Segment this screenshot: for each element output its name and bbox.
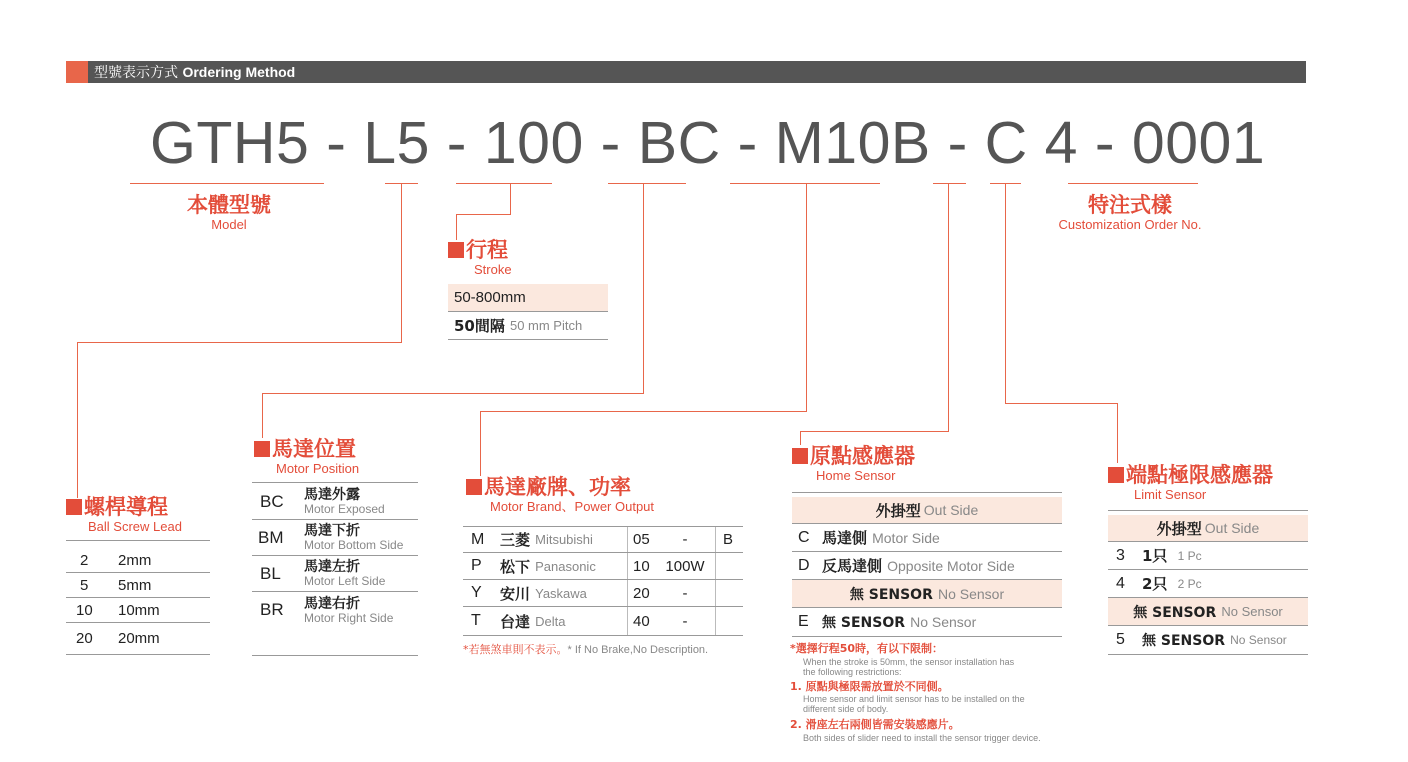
table-row [1108,515,1308,542]
model-title: 本體型號 [187,193,271,217]
home-note-title: *選擇行程50時，有以下限制： [790,642,944,655]
brand-code: T [471,612,481,629]
table-row [1108,626,1308,655]
table-row [252,592,418,656]
table-row [463,553,743,580]
col-divider [627,580,628,606]
table-row [252,556,418,592]
motorpos-section [254,437,359,477]
power-code: 05 [633,531,650,548]
square-bullet-icon [466,479,482,495]
table-row [1108,570,1308,598]
motorbrand-subtitle: Motor Brand、Power Output [490,499,655,514]
connector [948,183,949,432]
lead-value: 20mm [118,630,160,647]
lead-value: 10mm [118,601,160,619]
home-desc: 無 SENSOR No Sensor [822,614,977,631]
connector [806,183,807,412]
lead-value: 5mm [118,576,152,594]
limit-subtitle: Limit Sensor [1134,487,1207,502]
connector [800,431,949,432]
home-note-text: different side of body. [803,704,889,714]
stroke-range: 50-800mm [454,289,526,306]
connector [456,214,457,240]
square-bullet-icon [254,441,270,457]
home-code: E [798,613,809,630]
table-row [463,580,743,607]
connector [643,183,644,394]
brake-code: B [723,531,734,548]
lead-code: 10 [76,601,93,619]
motorbrand-title: 馬達廠牌、功率 [466,475,654,499]
motorpos-code: BC [260,491,284,511]
brand-name: 台達 Delta [500,612,566,631]
home-note-text: Home sensor and limit sensor has to be installed on the [803,694,1025,704]
limit-group-outside: 外掛型 Out Side [1156,519,1260,538]
home-code: C [798,528,810,546]
brand-name: 三菱 Mitsubishi [500,531,593,549]
table-row [792,608,1062,637]
col-divider [715,580,716,606]
stroke-section [448,238,512,278]
table-row [1108,598,1308,626]
connector [480,411,807,412]
header-title: 型號表示方式 Ordering Method [94,64,296,81]
motorpos-code: BR [260,600,284,619]
power-value: - [682,584,688,602]
connector [480,411,481,476]
home-desc: 馬達側 Motor Side [822,529,940,547]
brand-code: Y [471,584,482,601]
stroke-pitch: 50間隔 50 mm Pitch [454,317,583,335]
table-row [463,607,743,636]
home-subtitle: Home Sensor [816,468,896,483]
underline-model [130,183,324,184]
section-header [66,61,1306,83]
lead-code: 5 [80,576,89,594]
connector [77,342,78,498]
home-group-outside: 外掛型 Out Side [875,501,979,520]
home-code: D [798,556,810,574]
table-row [66,623,210,655]
home-note-2: 2. 滑座左右兩側皆需安裝感應片。 [790,718,960,731]
power-code: 20 [633,584,650,602]
table-row [66,573,210,598]
custom-label [1030,193,1230,233]
connector [1117,403,1118,463]
motorpos-code: BM [258,527,284,547]
col-divider [627,553,628,579]
underline-stroke [456,183,552,184]
limit-section [1108,463,1273,503]
table-row [1108,542,1308,570]
home-desc: 反馬達側 Opposite Motor Side [822,557,1015,575]
home-section [792,444,915,484]
underline-motorpos [608,183,686,184]
limit-desc: 無 SENSOR No Sensor [1142,633,1287,649]
model-subtitle: Model [211,217,247,232]
table-row [792,524,1062,552]
col-divider [715,527,716,552]
table-row [792,497,1062,524]
home-note-text: When the stroke is 50mm, the sensor installation has [803,657,1015,667]
limit-code: 4 [1116,574,1125,592]
lead-subtitle: Ball Screw Lead [88,519,182,534]
table-row [463,527,743,553]
lead-code: 2 [80,551,89,569]
power-value: - [682,531,688,548]
brake-note: *若無煞車則不表示。* If No Brake,No Description. [463,643,709,656]
motorbrand-section [466,475,654,515]
connector [510,183,511,215]
brand-code: P [471,557,482,574]
connector [1005,403,1118,404]
limit-code: 5 [1116,631,1125,648]
power-code: 40 [633,612,650,630]
square-bullet-icon [66,499,82,515]
table-row [66,598,210,623]
col-divider [715,553,716,579]
home-title: 原點感應器 [792,444,915,468]
limit-group-nosensor: 無 SENSOR No Sensor [1133,604,1283,621]
table-row [792,552,1062,580]
custom-subtitle: Customization Order No. [1058,217,1202,232]
stroke-row [448,312,608,340]
table-row [792,580,1062,608]
brand-name: 松下 Panasonic [500,557,596,576]
brand-code: M [471,530,485,548]
limit-desc: 2只 2 Pc [1142,575,1202,593]
connector [77,342,402,343]
underline-custom [1068,183,1198,184]
connector [262,393,263,438]
col-divider [715,607,716,635]
motorpos-code: BL [260,563,281,583]
lead-title: 螺桿導程 [66,495,182,519]
home-group-nosensor: 無 SENSOR No Sensor [849,585,1005,603]
motorpos-table [252,482,418,483]
table-row [252,520,418,556]
lead-table [66,540,210,541]
motorpos-desc: 馬達下折 Motor Bottom Side [304,523,404,552]
lead-section [66,495,182,535]
connector [1005,183,1006,404]
power-code: 10 [633,557,650,575]
connector [262,393,644,394]
square-bullet-icon [1108,467,1124,483]
table-row [66,548,210,573]
stroke-row [448,284,608,312]
power-value: - [682,612,688,630]
connector [800,431,801,445]
home-note-text: Both sides of slider need to install the sensor trigger device. [803,733,1041,743]
table-row [252,484,418,520]
motorpos-subtitle: Motor Position [276,461,360,476]
brand-name: 安川 Yaskawa [500,584,587,603]
motorpos-desc: 馬達外露 Motor Exposed [304,487,385,516]
home-note-text: the following restrictions: [803,667,902,677]
underline-motorbrand [730,183,880,184]
col-divider [627,527,628,552]
col-divider [627,607,628,635]
limit-title: 端點極限感應器 [1108,463,1273,487]
connector [401,183,402,343]
power-value: 100W [665,557,705,575]
model-label [165,193,293,233]
custom-title: 特注式樣 [1088,193,1172,217]
home-note-1: 1. 原點與極限需放置於不同側。 [790,680,949,693]
stroke-subtitle: Stroke [474,262,512,277]
underline-home [933,183,966,184]
home-table [792,492,1062,493]
lead-value: 2mm [118,551,152,569]
square-bullet-icon [448,242,464,258]
limit-table [1108,510,1308,511]
motorpos-title: 馬達位置 [254,437,359,461]
lead-code: 20 [76,630,93,647]
limit-desc: 1只 1 Pc [1142,547,1202,565]
motorpos-desc: 馬達左折 Motor Left Side [304,559,386,588]
motorpos-desc: 馬達右折 Motor Right Side [304,595,394,625]
header-accent [66,61,88,83]
connector [456,214,511,215]
limit-code: 3 [1116,546,1125,564]
stroke-title: 行程 [448,238,512,262]
square-bullet-icon [792,448,808,464]
model-code: GTH5 - L5 - 100 - BC - M10B - C 4 - 0001 [150,110,1266,176]
